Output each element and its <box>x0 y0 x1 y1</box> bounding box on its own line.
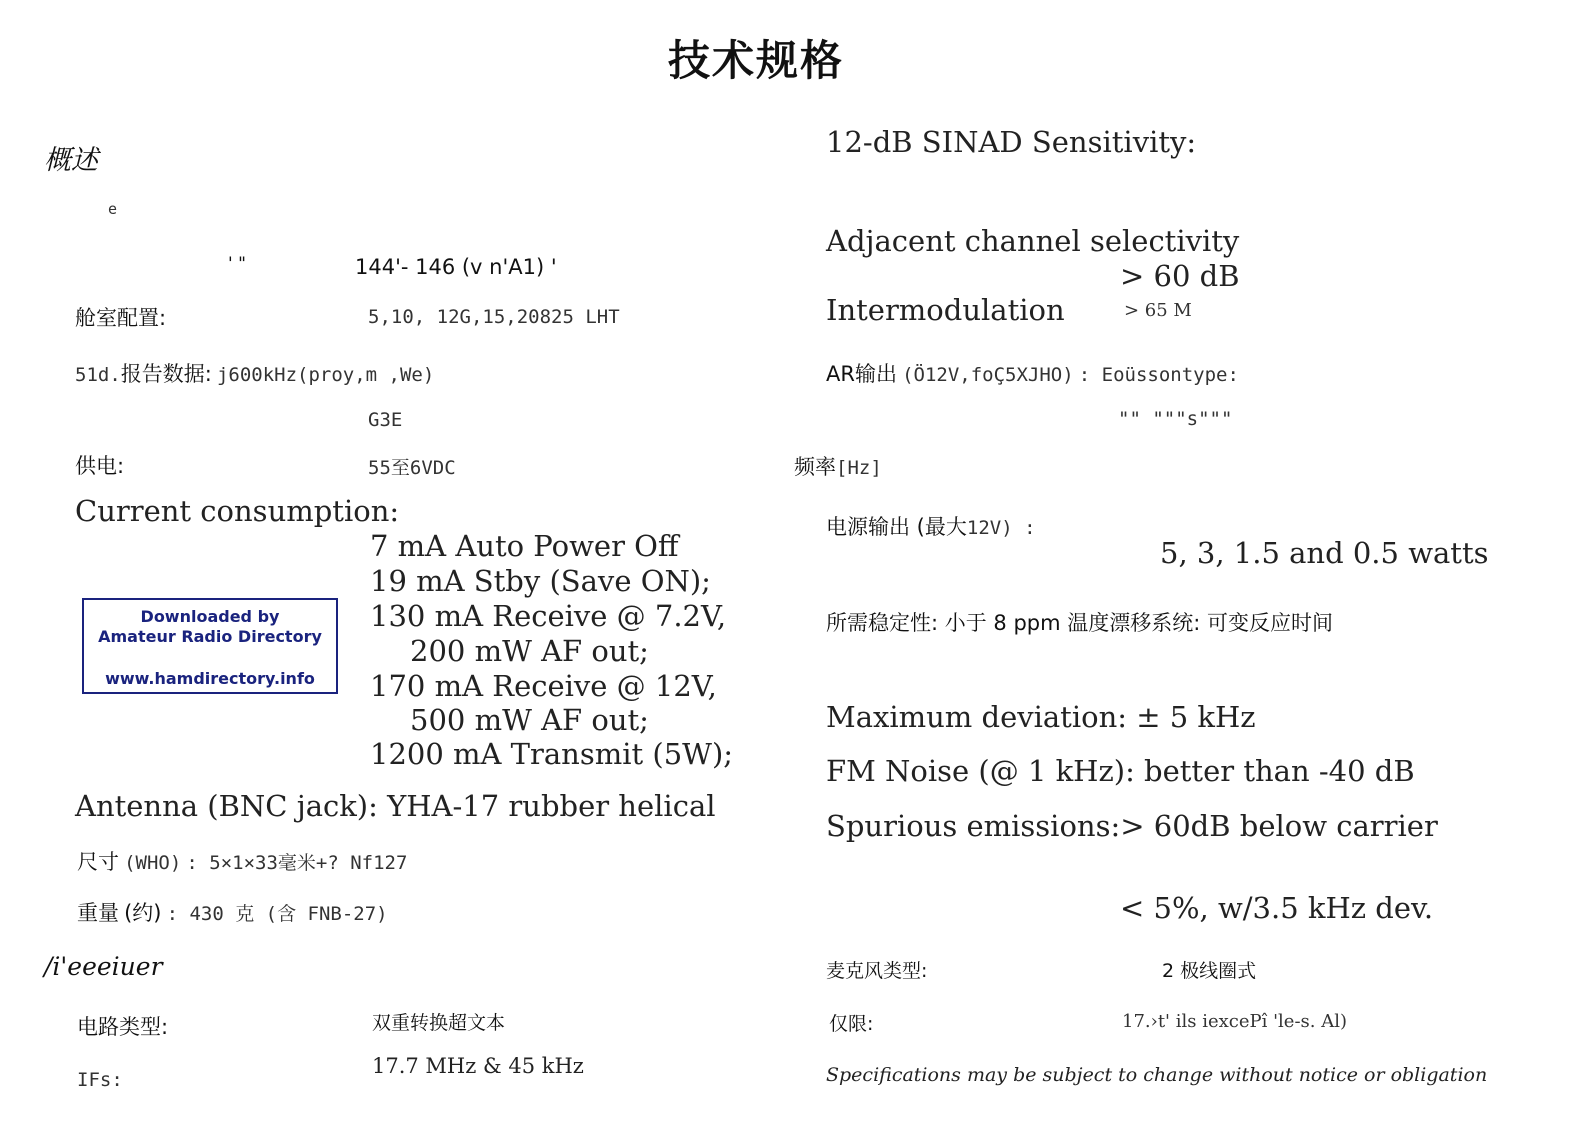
current-consumption-label: Current consumption: <box>75 494 400 528</box>
power-output-spec <box>826 511 1036 541</box>
current-line: 200 mW AF out; <box>410 634 649 668</box>
memory-label: 舱室配置: <box>75 306 167 330</box>
distortion-value: < 5%, w/3.5 kHz dev. <box>1120 891 1434 925</box>
adjacent-value: > 60 dB <box>1120 259 1240 293</box>
current-line: 170 mA Receive @ 12V, <box>370 669 717 703</box>
current-line: 1200 mA Transmit (5W); <box>370 737 734 771</box>
weight-label: 重量 <box>77 901 119 925</box>
mic-label: 麦克风类型: <box>826 960 928 982</box>
max-deviation: Maximum deviation: ± 5 kHz <box>826 700 1256 734</box>
frequency-range: 144'- 146 (v n'A1) ' <box>355 255 557 279</box>
emission-value: G3E <box>368 409 403 431</box>
intermod-value: > 65 M <box>1124 300 1192 321</box>
freq-label: 频率 <box>794 455 836 479</box>
only-value: 17.›t' ils iexcePî 'le-s. Al) <box>1122 1011 1347 1032</box>
freq-unit: [Hz] <box>836 457 882 479</box>
step-label-text: 报告数据: <box>120 362 212 386</box>
power-value: 5, 3, 1.5 and 0.5 watts <box>1160 536 1489 570</box>
only-label: 仅限: <box>829 1013 874 1035</box>
supply-value: 55至6VDC <box>368 457 456 479</box>
current-line: 130 mA Receive @ 7.2V, <box>370 599 727 633</box>
section-heading-receiver: /i'eeeiuer <box>44 952 163 981</box>
antenna-spec: Antenna (BNC jack): YHA-17 rubber helical <box>75 789 716 823</box>
page-title: 技术规格 <box>667 36 844 85</box>
af-output-spec <box>826 358 1239 388</box>
adjacent-label: Adjacent channel selectivity <box>826 224 1240 258</box>
size-value: : 5×1×33毫米+? Nf127 <box>186 852 408 874</box>
step-value: j600kHz(proy,m ,We) <box>216 364 435 386</box>
current-line: 19 mA Stby (Save ON); <box>370 564 711 598</box>
size-spec <box>77 846 407 876</box>
section-heading-general: 概述 <box>44 145 98 176</box>
weight-spec <box>77 897 388 927</box>
size-label: 尺寸 <box>77 850 119 874</box>
weight-paren: (约) <box>124 901 162 925</box>
stray-marks-right: "" """s""" <box>1118 408 1233 430</box>
intermod-label: Intermodulation <box>826 293 1065 327</box>
current-line: 7 mA Auto Power Off <box>370 529 679 563</box>
size-paren: (WHO) <box>124 852 182 874</box>
spurious-emissions: Spurious emissions:> 60dB below carrier <box>826 809 1438 843</box>
circuit-value: 双重转换超文本 <box>372 1012 506 1034</box>
af-value: : Eoüssontype: <box>1078 364 1239 386</box>
af-label: AR输出 <box>826 362 897 386</box>
supply-label: 供电: <box>75 454 125 478</box>
download-stamp <box>82 598 338 694</box>
af-paren: (Ö12V,foÇ5XJHO) <box>902 364 1074 386</box>
current-line: 500 mW AF out; <box>410 703 649 737</box>
circuit-label: 电路类型: <box>77 1015 169 1039</box>
sinad-label: 12-dB SINAD Sensitivity: <box>826 125 1197 159</box>
power-paren: 12V) : <box>966 517 1036 539</box>
disclaimer-note: Specifications may be subject to change without notice or obligation <box>826 1064 1488 1086</box>
ifs-label: IFs: <box>77 1069 123 1091</box>
frequency-spec <box>794 451 882 481</box>
stamp-url: www.hamdirectory.info <box>105 669 315 688</box>
weight-value: : 430 克 (含 FNB-27) <box>166 903 388 925</box>
stamp-line-1: Downloaded by <box>140 607 280 626</box>
mic-value: 2 极线圈式 <box>1162 960 1257 982</box>
stray-mark: e <box>108 200 118 218</box>
step-label <box>75 358 434 388</box>
memory-value: 5,10, 12G,15,20825 LHT <box>368 306 620 328</box>
stamp-line-2: Amateur Radio Directory <box>98 627 322 646</box>
power-label: 电源输出 (最大 <box>826 515 967 539</box>
stability-spec: 所需稳定性: 小于 8 ppm 温度漂移系统: 可变反应时间 <box>826 611 1334 635</box>
fm-noise: FM Noise (@ 1 kHz): better than -40 dB <box>826 754 1415 788</box>
step-label-prefix: 51d. <box>75 364 121 386</box>
stray-quotes: ' " <box>228 254 246 274</box>
ifs-value: 17.7 MHz & 45 kHz <box>372 1054 584 1078</box>
